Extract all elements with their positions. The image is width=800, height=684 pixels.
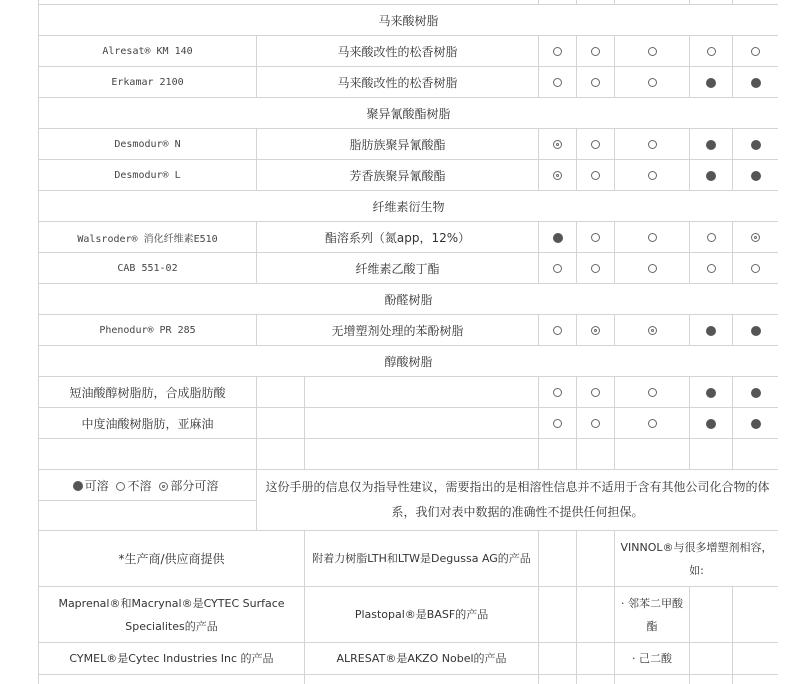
section-header-isocyanate <box>39 98 779 129</box>
hollow-circle-icon <box>553 264 562 273</box>
hollow-circle-icon <box>591 140 600 149</box>
resin-name: 短油酸醇树脂肪，合成脂肪酸 <box>39 377 257 408</box>
hollow-circle-icon <box>553 419 562 428</box>
resin-description: 芳香族聚异氰酸酯 <box>257 160 539 191</box>
hollow-circle-icon <box>591 47 600 56</box>
resin-description: 马来酸改性的松香树脂 <box>257 67 539 98</box>
hollow-circle-icon <box>591 388 600 397</box>
solid-dot-icon <box>751 171 761 181</box>
solubility-mark <box>577 222 615 253</box>
solubility-mark <box>690 36 733 67</box>
bullseye-icon <box>591 326 600 335</box>
solubility-mark <box>733 222 778 253</box>
hollow-circle-icon <box>648 140 657 149</box>
solubility-mark <box>577 315 615 346</box>
table-row <box>39 675 779 684</box>
section-header-cellulose <box>39 191 779 222</box>
solubility-mark <box>577 129 615 160</box>
solubility-mark <box>733 253 778 284</box>
footnote-row <box>39 587 779 643</box>
hollow-circle-icon <box>591 78 600 87</box>
table-row <box>39 377 779 408</box>
table-row <box>39 439 779 470</box>
table-row <box>39 67 779 98</box>
solubility-mark <box>733 129 778 160</box>
hollow-circle-icon <box>116 482 125 491</box>
resin-description <box>305 408 539 439</box>
legend-partial: 部分可溶 <box>159 477 218 494</box>
section-title: 马来酸树脂 <box>39 5 779 36</box>
hollow-circle-icon <box>707 47 716 56</box>
hollow-circle-icon <box>591 171 600 180</box>
hollow-circle-icon <box>648 264 657 273</box>
hollow-circle-icon <box>648 419 657 428</box>
disclaimer: 这份手册的信息仅为指导性建议，需要指出的是相溶性信息并不适用于含有其他公司化合物的体系，我们对表中数据的准确性不提供任何担保。 <box>257 470 779 531</box>
compatibility-table-container <box>38 0 778 684</box>
solubility-mark <box>577 160 615 191</box>
solubility-mark <box>539 408 577 439</box>
hollow-circle-icon <box>707 264 716 273</box>
section-title: 纤维素衍生物 <box>39 191 779 222</box>
resin-name: Desmodur® L <box>39 160 257 191</box>
plasticizer-item: · 邻苯二甲酸酯 <box>615 587 690 643</box>
footnote-row <box>39 531 779 587</box>
hollow-circle-icon <box>707 233 716 242</box>
solubility-mark <box>733 36 778 67</box>
hollow-circle-icon <box>751 47 760 56</box>
solid-dot-icon <box>706 326 716 336</box>
hollow-circle-icon <box>591 233 600 242</box>
solubility-mark <box>733 315 778 346</box>
bullseye-icon <box>648 326 657 335</box>
resin-description: 纤维素乙酸丁酯 <box>257 253 539 284</box>
table-row <box>39 408 779 439</box>
solubility-mark <box>615 377 690 408</box>
plasticizer-item: · 己二酸 <box>615 643 690 675</box>
resin-name: CAB 551-02 <box>39 253 257 284</box>
resin-description: 脂肪族聚异氰酸酯 <box>257 129 539 160</box>
section-header-phenolic <box>39 284 779 315</box>
hollow-circle-icon <box>553 78 562 87</box>
hollow-circle-icon <box>648 78 657 87</box>
solubility-mark <box>539 377 577 408</box>
solid-dot-icon <box>73 481 83 491</box>
resin-name: Alresat® KM 140 <box>39 36 257 67</box>
legend-soluble: 可溶 <box>73 477 109 494</box>
solid-dot-icon <box>706 419 716 429</box>
solid-dot-icon <box>706 78 716 88</box>
resin-description: 无增塑剂处理的苯酚树脂 <box>257 315 539 346</box>
hollow-circle-icon <box>553 388 562 397</box>
hollow-circle-icon <box>553 326 562 335</box>
solubility-mark <box>615 67 690 98</box>
solubility-mark <box>539 222 577 253</box>
solubility-mark <box>690 253 733 284</box>
bullseye-icon <box>159 482 168 491</box>
section-header-maleic <box>39 5 779 36</box>
solubility-mark <box>733 160 778 191</box>
solubility-mark <box>539 129 577 160</box>
solubility-mark <box>615 160 690 191</box>
hollow-circle-icon <box>751 264 760 273</box>
resin-name: Erkamar 2100 <box>39 67 257 98</box>
hollow-circle-icon <box>591 264 600 273</box>
table-row <box>39 222 779 253</box>
solubility-mark <box>733 408 778 439</box>
table-row <box>39 253 779 284</box>
solubility-mark <box>577 67 615 98</box>
solid-dot-icon <box>751 326 761 336</box>
solubility-mark <box>690 67 733 98</box>
footnote-alresat: ALRESAT®是AKZO Nobel的产品 <box>305 643 539 675</box>
solubility-mark <box>733 67 778 98</box>
footnote-plastopal: Plastopal®是BASF的产品 <box>305 587 539 643</box>
table-row <box>39 36 779 67</box>
footnote-supplier: *生产商/供应商提供 <box>39 531 305 587</box>
footnote-degussa: 附着力树脂LTH和LTW是Degussa AG的产品 <box>305 531 539 587</box>
solubility-mark <box>615 408 690 439</box>
hollow-circle-icon <box>648 388 657 397</box>
solubility-mark <box>690 408 733 439</box>
resin-description: 马来酸改性的松香树脂 <box>257 36 539 67</box>
legend-insoluble: 不溶 <box>116 477 151 494</box>
solid-dot-icon <box>751 388 761 398</box>
solubility-mark <box>539 67 577 98</box>
solid-dot-icon <box>751 140 761 150</box>
hollow-circle-icon <box>648 171 657 180</box>
solubility-mark <box>690 129 733 160</box>
solid-dot-icon <box>751 78 761 88</box>
solubility-mark <box>733 377 778 408</box>
footnote-cymel: CYMEL®是Cytec Industries Inc 的产品 <box>39 643 305 675</box>
section-header-alkyd <box>39 346 779 377</box>
solubility-mark <box>539 160 577 191</box>
section-title: 聚异氰酸酯树脂 <box>39 98 779 129</box>
table-row <box>39 160 779 191</box>
footnote-maprenal: Maprenal®和Macrynal®是CYTEC Surface Specialites的产品 <box>39 587 305 643</box>
solubility-mark <box>615 129 690 160</box>
bullseye-icon <box>553 140 562 149</box>
resin-description: 酯溶系列（氮app，12%） <box>257 222 539 253</box>
solubility-mark <box>690 315 733 346</box>
solubility-mark <box>690 377 733 408</box>
legend-row <box>39 470 779 501</box>
hollow-circle-icon <box>553 47 562 56</box>
solubility-mark <box>615 36 690 67</box>
solubility-mark <box>539 36 577 67</box>
section-title: 醇酸树脂 <box>39 346 779 377</box>
resin-description <box>305 377 539 408</box>
solubility-mark <box>577 408 615 439</box>
solubility-mark <box>539 315 577 346</box>
table-row <box>39 315 779 346</box>
table-row <box>39 129 779 160</box>
solubility-mark <box>615 222 690 253</box>
solubility-mark <box>577 253 615 284</box>
compatibility-table <box>38 0 778 684</box>
resin-name: Phenodur® PR 285 <box>39 315 257 346</box>
solubility-mark <box>690 222 733 253</box>
solid-dot-icon <box>553 233 563 243</box>
hollow-circle-icon <box>648 233 657 242</box>
footnote-vinnol: VINNOL®与很多增塑剂相容，如: <box>615 531 778 587</box>
footnote-row <box>39 643 779 675</box>
solid-dot-icon <box>706 171 716 181</box>
solid-dot-icon <box>751 419 761 429</box>
solubility-mark <box>577 377 615 408</box>
resin-name: Desmodur® N <box>39 129 257 160</box>
legend <box>39 470 257 501</box>
solid-dot-icon <box>706 140 716 150</box>
solubility-mark <box>690 160 733 191</box>
bullseye-icon <box>553 171 562 180</box>
solubility-mark <box>577 36 615 67</box>
solubility-mark <box>615 253 690 284</box>
hollow-circle-icon <box>648 47 657 56</box>
solubility-mark <box>539 253 577 284</box>
section-title: 酚醛树脂 <box>39 284 779 315</box>
resin-name: 中度油酸树脂肪，亚麻油 <box>39 408 257 439</box>
solid-dot-icon <box>706 388 716 398</box>
resin-name: Walsroder® 消化纤维素E510 <box>39 222 257 253</box>
hollow-circle-icon <box>591 419 600 428</box>
bullseye-icon <box>751 233 760 242</box>
solubility-mark <box>615 315 690 346</box>
